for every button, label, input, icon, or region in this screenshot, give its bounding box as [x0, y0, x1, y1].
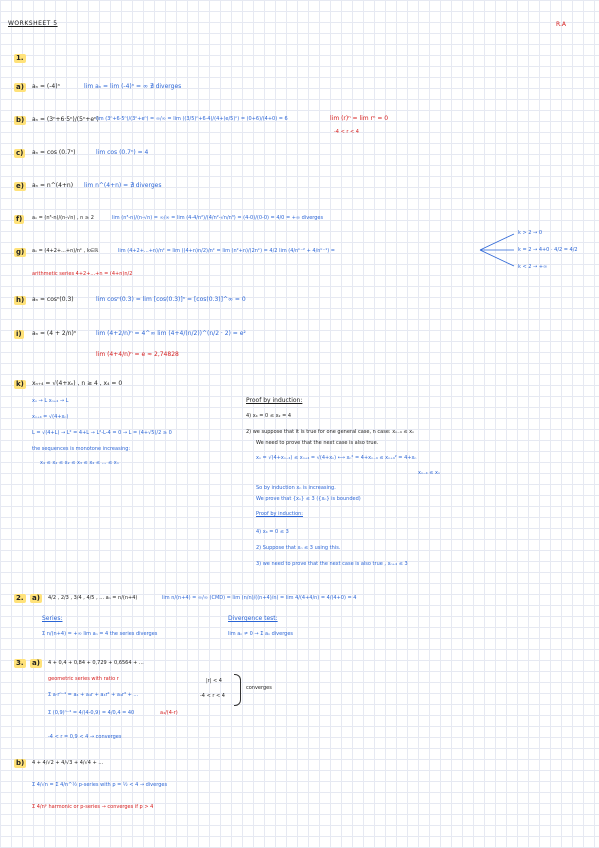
part-2a-label: a): [32, 594, 40, 602]
part-3a-given: 4 + 0,4 + 0,84 + 0,729 + 0,6564 + ...: [48, 660, 144, 666]
condition-brace: [234, 674, 241, 706]
part-1k-fixed-point: L = √(4+L) → L² = 4+L → L²-L-4 = 0 → L = (4+√5)/2 ≥ 0: [32, 430, 172, 436]
part-1g-branch-2: k = 2 → 4+0 · 4/2 = 4/2: [518, 247, 578, 253]
part-1a-work: lim aₙ = lim (-4)ⁿ = ∞ ∄ diverges: [84, 83, 182, 90]
proof-step-2b: We need to prove that the next case is also true.: [256, 440, 379, 446]
converges-label: converges: [246, 685, 272, 691]
series-text: Σ n/(n+4) = +∞ lim aₙ = 4 the series diverges: [42, 631, 158, 637]
part-1a-given: aₙ = (-4)ⁿ: [32, 83, 60, 90]
part-1g-work: lim (4+2+...+n)/nᵏ = lim ((4+n)n/2)/nᵏ = lim (n²+n)/(2nᵏ) = 4/2 lim (4/nᵏ⁻² + 4/nᵏ⁻¹) =: [118, 248, 335, 254]
condition-abs: |r| < 4: [206, 678, 222, 684]
part-1i-given: aₙ = (4 + 2/n)ⁿ: [32, 330, 77, 337]
worksheet-title: WORKSHEET 5: [8, 20, 58, 27]
part-1f-given: aₙ = (n³-n)/(n-√n) , n ≥ 2: [32, 215, 94, 221]
part-3a-line-4: -4 < r = 0,9 < 4 → converges: [48, 734, 122, 740]
part-1k-recurrence: xₙ₊₄ = √(4+xₙ): [32, 414, 69, 420]
problem-3-number: 3.: [16, 659, 24, 667]
problem-1-number: 1.: [16, 54, 24, 62]
part-1e-given: aₙ = n^(4+n): [32, 182, 74, 189]
divergence-text: lim aₙ ≠ 0 → Σ aₙ diverges: [228, 631, 294, 637]
part-1b-label: b): [16, 116, 25, 124]
part-1a-label: a): [16, 83, 24, 91]
series-title: Series:: [42, 615, 63, 622]
part-2a-work: lim n/(n+4) = ∞/∞ (CMD) = lim (n/n)/((n+4)/n) = lim 4/(4+4/n) = 4/(4+0) = 4: [162, 595, 357, 601]
proof-conclusion: So by induction xₙ is increasing.: [256, 485, 336, 491]
proof2-step-1: 4) x₄ = 0 ≤ 3: [256, 529, 289, 535]
proof-title-2: Proof by induction:: [256, 511, 303, 517]
part-1e-label: e): [16, 182, 24, 190]
branch-arrows: [478, 230, 518, 270]
part-3a-line-3: Σ (0,9)ⁿ⁻⁴ = 4/(4-0,9) = 4/0,4 = 40: [48, 710, 135, 716]
proof2-step-2: 2) Suppose that xₙ ≤ 3 using this.: [256, 545, 341, 551]
part-1h-work: lim cosⁿ(0.3) = lim [cos(0.3)]ⁿ = [cos(0.3)]^∞ = 0: [96, 296, 246, 303]
author-initials: R.A: [556, 21, 566, 28]
part-1f-label: f): [16, 215, 23, 223]
part-1h-label: h): [16, 296, 25, 304]
part-3b-line-2: Σ 4/nᵖ harmonic or p-series → converges if p > 4: [32, 804, 154, 810]
part-3a-line-1: geometric series with ratio r: [48, 676, 119, 682]
part-1f-work: lim (n³-n)/(n-√n) = ∞/∞ = lim (4-4/n²)/(4/n²-√n/n³) = (4-0)/(0-0) = 4/0 = +∞ diverges: [112, 215, 324, 221]
part-1g-note: arithmetic series 4+2+...+n = (4+n)n/2: [32, 271, 133, 277]
part-3b-line-1: Σ 4/√n = Σ 4/n^½ p-series with p = ½ < 4 → diverges: [32, 782, 168, 788]
part-1g-given: aₙ = (4+2+...+n)/nᵏ , k∈ℝ: [32, 248, 99, 254]
proof-inequality: xₙ = √(4+xₙ₋₄) ≤ xₙ₊₄ = √(4+xₙ) ⟷ xₙ² = 4+xₙ₋₄ ≤ xₙ₊₄² = 4+xₙ: [256, 455, 417, 461]
part-1g-branch-3: k < 2 → +∞: [518, 264, 548, 270]
condition-range: -4 < r < 4: [200, 693, 225, 699]
geometric-formula: a₄/(4-r): [160, 710, 178, 716]
proof-hypothesis: xₙ₋₄ ≤ xₙ: [418, 470, 440, 476]
part-1b-work: lim (3ⁿ+6·5ⁿ)/(3ⁿ+eⁿ) = ∞/∞ = lim ((3/5)ⁿ+6·4)/(4+(e/5)ⁿ) = (0+6)/(4+0) = 6: [96, 116, 288, 122]
part-1c-work: lim cos (0.7ⁿ) = 4: [96, 149, 149, 156]
part-1g-label: g): [16, 248, 25, 256]
part-3a-line-2: Σ a·rⁿ⁻⁴ = a₄ + a₄r + a₄r² + a₄r³ + ...: [48, 692, 139, 698]
part-3b-given: 4 + 4/√2 + 4/√3 + 4/√4 + ...: [32, 760, 104, 766]
proof-bounded: We prove that {xₙ} ≤ 3 ({xₙ} is bounded): [256, 496, 361, 502]
part-1b-side-note: lim (r)ⁿ = lim rⁿ = 0: [330, 115, 389, 122]
proof2-step-3: 3) we need to prove that the next case is also true , xₙ₊₄ ≤ 3: [256, 561, 408, 567]
part-1k-limit: xₙ → L xₙ₊₄ → L: [32, 398, 69, 404]
part-2a-given: 4/2 , 2/3 , 3/4 , 4/5 , ... aₙ = n/(n+4): [48, 595, 138, 601]
part-1k-chain: x₄ ≤ x₄ ≤ x₂ ≤ x₃ ≤ x₄ ≤ ... ≤ xₙ: [40, 460, 119, 466]
problem-2-number: 2.: [16, 594, 24, 602]
part-1b-side-range: -4 < r < 4: [334, 129, 359, 135]
part-1k-monotone: the sequences is monotone increasing:: [32, 446, 131, 452]
part-1k-label: k): [16, 380, 24, 388]
divergence-title: Divergence test:: [228, 615, 278, 622]
part-1c-label: c): [16, 149, 24, 157]
part-1i-red-note: lim (4+4/n)ⁿ = e ≈ 2,74828: [96, 351, 179, 358]
proof-title: Proof by induction:: [246, 397, 303, 404]
part-3a-label: a): [32, 659, 40, 667]
proof-step-2: 2) we suppose that it is true for one general case, n case: xₙ₋₄ ≤ xₙ: [246, 429, 415, 435]
part-1e-work: lim n^(4+n) = ∄ diverges: [84, 182, 162, 189]
part-1i-label: i): [16, 330, 22, 338]
part-1b-given: aₙ = (3ⁿ+6·5ⁿ)/(5ⁿ+eⁿ): [32, 116, 99, 123]
proof-step-1: 4) x₄ = 0 ≤ x₂ = 4: [246, 413, 292, 419]
part-1k-given: xₙ₊₄ = √(4+xₙ) , n ≥ 4 , x₄ = 0: [32, 380, 123, 387]
part-1c-given: aₙ = cos (0.7ⁿ): [32, 149, 76, 156]
part-1i-work: lim (4+2/n)ⁿ = 4^∞ lim (4+4/(n/2))^(n/2 · 2) = e²: [96, 330, 246, 337]
part-1g-branch-1: k > 2 → 0: [518, 230, 542, 236]
part-1h-given: aₙ = cosⁿ(0.3): [32, 296, 74, 303]
part-3b-label: b): [16, 759, 25, 767]
